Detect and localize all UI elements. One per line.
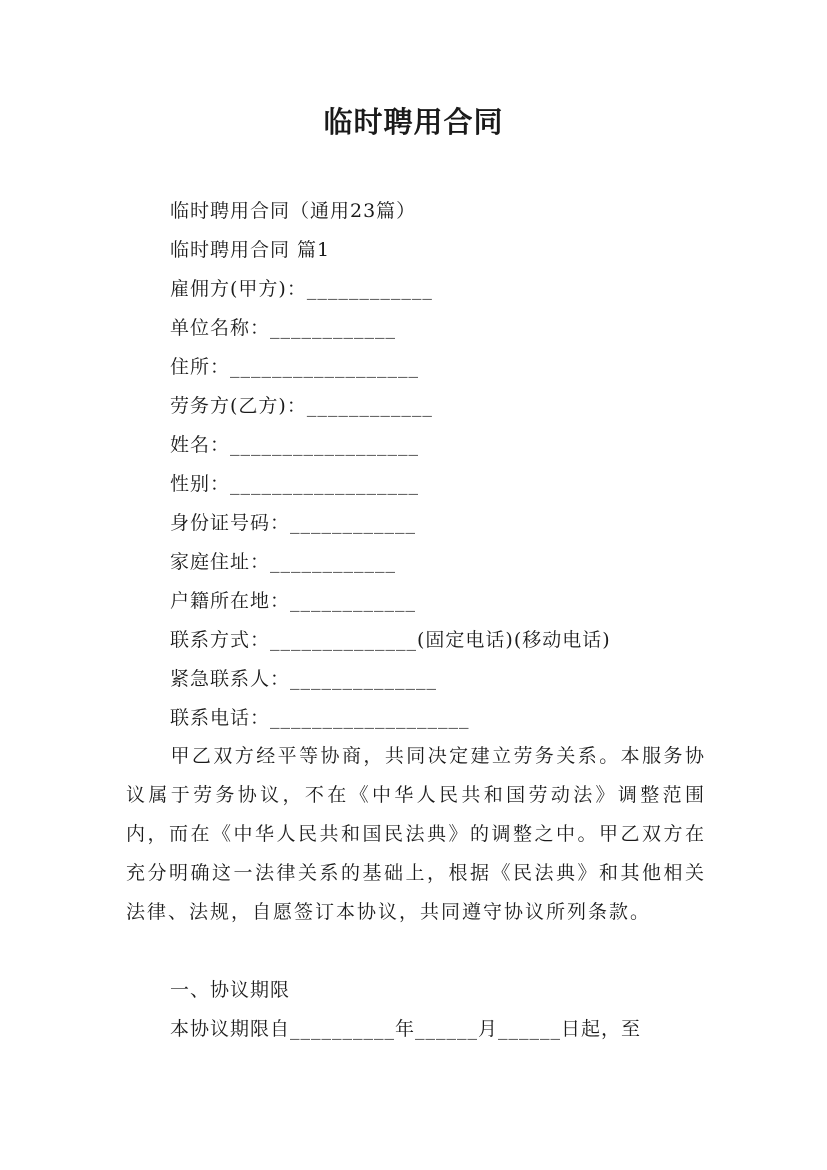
document-title: 临时聘用合同 — [323, 105, 504, 139]
body-paragraph — [126, 737, 706, 932]
field-employer: 雇佣方(甲方)：____________ — [170, 278, 433, 300]
field-emergency-contact: 紧急联系人：______________ — [170, 668, 438, 690]
field-home-address: 家庭住址：____________ — [170, 551, 397, 573]
section-label: 临时聘用合同 篇1 — [170, 239, 331, 261]
body-paragraph-text: 甲乙双方经平等协商，共同决定建立劳务关系。本服务协议属于劳务协议，不在《中华人民共和国劳动法》调整范围内，而在《中华人民共和国民法典》的调整之中。甲乙双方在充分明确这一法律关系的基础上，根据《民法典》和其他相关法律、法规，自愿签订本协议，共同遵守协议所列条款。 — [126, 745, 706, 923]
field-id-number: 身份证号码：____________ — [170, 512, 417, 534]
field-gender: 性别：__________________ — [170, 473, 420, 495]
term-line: 本协议期限自__________年______月______日起，至 — [170, 1018, 642, 1040]
field-worker: 劳务方(乙方)：____________ — [170, 395, 433, 417]
section-heading: 一、协议期限 — [170, 979, 291, 1001]
field-household-registration: 户籍所在地：____________ — [170, 590, 417, 612]
field-address: 住所：__________________ — [170, 356, 420, 378]
field-company-name: 单位名称：____________ — [170, 317, 397, 339]
field-name: 姓名：__________________ — [170, 434, 420, 456]
document-subtitle: 临时聘用合同（通用23篇） — [170, 200, 417, 222]
field-contact-phone: 联系电话：___________________ — [170, 707, 470, 729]
field-contact-method: 联系方式：______________(固定电话)(移动电话) — [170, 629, 611, 651]
